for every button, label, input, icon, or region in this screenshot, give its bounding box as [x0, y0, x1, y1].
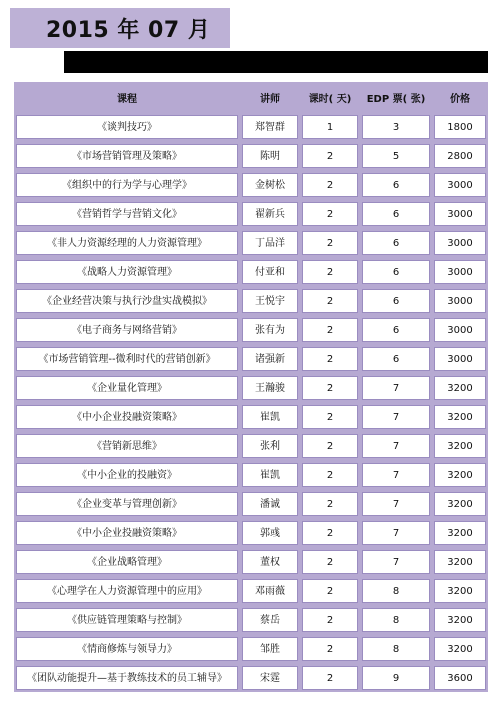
course-cell-wrapper	[14, 605, 240, 634]
days-cell-wrapper	[300, 170, 360, 199]
column-header-days: 课时( 天)	[300, 82, 360, 112]
teacher-cell-wrapper	[240, 141, 300, 170]
teacher-cell: 张利	[242, 434, 298, 458]
table-row	[14, 286, 488, 315]
days-cell: 1	[302, 115, 358, 139]
course-cell-wrapper	[14, 170, 240, 199]
table-row	[14, 663, 488, 692]
price-cell-wrapper	[432, 199, 488, 228]
edp-tickets-cell-wrapper	[360, 141, 432, 170]
course-cell-wrapper	[14, 663, 240, 692]
days-cell-wrapper	[300, 547, 360, 576]
price-cell: 3200	[434, 521, 486, 545]
days-cell-wrapper	[300, 576, 360, 605]
table-row	[14, 257, 488, 286]
course-cell: 《团队动能提升—基于教练技术的员工辅导》	[16, 666, 238, 690]
table-row	[14, 431, 488, 460]
table-row	[14, 402, 488, 431]
edp-tickets-cell: 7	[362, 521, 430, 545]
edp-tickets-cell: 6	[362, 260, 430, 284]
table-row	[14, 518, 488, 547]
edp-tickets-cell: 6	[362, 318, 430, 342]
teacher-cell: 张有为	[242, 318, 298, 342]
edp-tickets-cell: 6	[362, 202, 430, 226]
edp-tickets-cell: 6	[362, 173, 430, 197]
teacher-cell: 郭彧	[242, 521, 298, 545]
edp-tickets-cell: 7	[362, 434, 430, 458]
price-cell-wrapper	[432, 663, 488, 692]
edp-tickets-cell-wrapper	[360, 286, 432, 315]
edp-tickets-cell: 9	[362, 666, 430, 690]
price-cell: 3000	[434, 289, 486, 313]
column-header-teacher: 讲师	[240, 82, 300, 112]
days-cell: 2	[302, 434, 358, 458]
days-cell-wrapper	[300, 489, 360, 518]
table-row	[14, 199, 488, 228]
days-cell-wrapper	[300, 518, 360, 547]
table-row	[14, 373, 488, 402]
table-row	[14, 344, 488, 373]
teacher-cell: 宋霆	[242, 666, 298, 690]
days-cell-wrapper	[300, 141, 360, 170]
days-cell-wrapper	[300, 431, 360, 460]
table-row	[14, 141, 488, 170]
edp-tickets-cell: 8	[362, 608, 430, 632]
edp-tickets-cell: 7	[362, 492, 430, 516]
course-cell: 《市场营销管理--微利时代的营销创新》	[16, 347, 238, 371]
days-cell: 2	[302, 202, 358, 226]
table-row	[14, 547, 488, 576]
page-title: 2015 年 07 月	[46, 17, 211, 43]
edp-tickets-cell-wrapper	[360, 344, 432, 373]
days-cell: 2	[302, 463, 358, 487]
table-row	[14, 634, 488, 663]
price-cell-wrapper	[432, 576, 488, 605]
course-cell: 《电子商务与网络营销》	[16, 318, 238, 342]
teacher-cell: 崔凯	[242, 463, 298, 487]
days-cell: 2	[302, 318, 358, 342]
days-cell-wrapper	[300, 402, 360, 431]
days-cell-wrapper	[300, 344, 360, 373]
edp-tickets-cell: 7	[362, 405, 430, 429]
edp-tickets-cell: 3	[362, 115, 430, 139]
edp-tickets-cell-wrapper	[360, 112, 432, 141]
price-cell: 3200	[434, 376, 486, 400]
course-cell-wrapper	[14, 402, 240, 431]
price-cell-wrapper	[432, 112, 488, 141]
column-header-edp: EDP 票( 张)	[360, 82, 432, 112]
edp-tickets-cell-wrapper	[360, 518, 432, 547]
edp-tickets-cell-wrapper	[360, 634, 432, 663]
edp-tickets-cell: 8	[362, 637, 430, 661]
course-cell: 《战略人力资源管理》	[16, 260, 238, 284]
days-cell: 2	[302, 376, 358, 400]
edp-tickets-cell-wrapper	[360, 431, 432, 460]
price-cell-wrapper	[432, 605, 488, 634]
edp-tickets-cell-wrapper	[360, 402, 432, 431]
teacher-cell-wrapper	[240, 257, 300, 286]
days-cell: 2	[302, 666, 358, 690]
days-cell-wrapper	[300, 663, 360, 692]
edp-tickets-cell: 8	[362, 579, 430, 603]
course-cell: 《供应链管理策略与控制》	[16, 608, 238, 632]
price-cell-wrapper	[432, 402, 488, 431]
days-cell: 2	[302, 173, 358, 197]
edp-tickets-cell: 7	[362, 376, 430, 400]
teacher-cell: 郑智群	[242, 115, 298, 139]
edp-tickets-cell: 7	[362, 550, 430, 574]
edp-tickets-cell: 6	[362, 231, 430, 255]
days-cell: 2	[302, 608, 358, 632]
table-row	[14, 228, 488, 257]
edp-tickets-cell: 7	[362, 463, 430, 487]
teacher-cell: 金树松	[242, 173, 298, 197]
days-cell: 2	[302, 260, 358, 284]
teacher-cell: 蔡岳	[242, 608, 298, 632]
days-cell-wrapper	[300, 605, 360, 634]
days-cell: 2	[302, 579, 358, 603]
edp-tickets-cell-wrapper	[360, 170, 432, 199]
price-cell: 3200	[434, 637, 486, 661]
teacher-cell-wrapper	[240, 402, 300, 431]
edp-tickets-cell-wrapper	[360, 460, 432, 489]
price-cell: 1800	[434, 115, 486, 139]
course-cell: 《情商修炼与领导力》	[16, 637, 238, 661]
course-cell: 《营销新思维》	[16, 434, 238, 458]
edp-tickets-cell-wrapper	[360, 228, 432, 257]
course-cell-wrapper	[14, 547, 240, 576]
teacher-cell-wrapper	[240, 315, 300, 344]
course-cell: 《中小企业的投融资》	[16, 463, 238, 487]
price-cell: 2800	[434, 144, 486, 168]
teacher-cell-wrapper	[240, 518, 300, 547]
price-cell: 3000	[434, 318, 486, 342]
teacher-cell-wrapper	[240, 170, 300, 199]
days-cell-wrapper	[300, 373, 360, 402]
price-cell: 3000	[434, 347, 486, 371]
teacher-cell: 陈明	[242, 144, 298, 168]
teacher-cell-wrapper	[240, 373, 300, 402]
teacher-cell: 翟新兵	[242, 202, 298, 226]
price-cell: 3200	[434, 579, 486, 603]
table-row	[14, 170, 488, 199]
teacher-cell-wrapper	[240, 199, 300, 228]
course-cell-wrapper	[14, 199, 240, 228]
course-cell-wrapper	[14, 286, 240, 315]
edp-tickets-cell-wrapper	[360, 547, 432, 576]
course-cell-wrapper	[14, 634, 240, 663]
course-cell-wrapper	[14, 344, 240, 373]
price-cell-wrapper	[432, 228, 488, 257]
table-header-row	[14, 82, 488, 112]
course-cell-wrapper	[14, 228, 240, 257]
course-cell: 《谈判技巧》	[16, 115, 238, 139]
course-cell-wrapper	[14, 518, 240, 547]
price-cell: 3000	[434, 231, 486, 255]
price-cell-wrapper	[432, 373, 488, 402]
days-cell: 2	[302, 637, 358, 661]
price-cell-wrapper	[432, 547, 488, 576]
price-cell-wrapper	[432, 344, 488, 373]
teacher-cell-wrapper	[240, 228, 300, 257]
days-cell: 2	[302, 347, 358, 371]
edp-tickets-cell-wrapper	[360, 315, 432, 344]
course-cell-wrapper	[14, 257, 240, 286]
days-cell-wrapper	[300, 634, 360, 663]
table-row	[14, 315, 488, 344]
course-cell: 《心理学在人力资源管理中的应用》	[16, 579, 238, 603]
days-cell-wrapper	[300, 199, 360, 228]
price-cell: 3200	[434, 608, 486, 632]
edp-tickets-cell-wrapper	[360, 257, 432, 286]
price-cell: 3000	[434, 202, 486, 226]
teacher-cell-wrapper	[240, 489, 300, 518]
days-cell: 2	[302, 289, 358, 313]
teacher-cell: 王悦宇	[242, 289, 298, 313]
price-cell-wrapper	[432, 315, 488, 344]
table-row	[14, 576, 488, 605]
header-bar	[64, 51, 488, 73]
price-cell-wrapper	[432, 431, 488, 460]
teacher-cell-wrapper	[240, 576, 300, 605]
course-cell: 《中小企业投融资策略》	[16, 521, 238, 545]
teacher-cell-wrapper	[240, 460, 300, 489]
course-cell: 《企业经营决策与执行沙盘实战模拟》	[16, 289, 238, 313]
teacher-cell: 王瀚骏	[242, 376, 298, 400]
teacher-cell: 诸强新	[242, 347, 298, 371]
edp-tickets-cell-wrapper	[360, 489, 432, 518]
course-cell-wrapper	[14, 460, 240, 489]
days-cell: 2	[302, 492, 358, 516]
course-cell: 《营销哲学与营销文化》	[16, 202, 238, 226]
price-cell: 3000	[434, 173, 486, 197]
teacher-cell-wrapper	[240, 663, 300, 692]
edp-tickets-cell-wrapper	[360, 373, 432, 402]
table-body	[14, 112, 488, 692]
course-cell-wrapper	[14, 315, 240, 344]
days-cell-wrapper	[300, 228, 360, 257]
days-cell: 2	[302, 550, 358, 574]
price-cell: 3000	[434, 260, 486, 284]
price-cell: 3200	[434, 550, 486, 574]
price-cell: 3200	[434, 434, 486, 458]
price-cell-wrapper	[432, 170, 488, 199]
edp-tickets-cell-wrapper	[360, 605, 432, 634]
price-cell-wrapper	[432, 286, 488, 315]
course-cell-wrapper	[14, 431, 240, 460]
teacher-cell: 崔凯	[242, 405, 298, 429]
teacher-cell: 潘诚	[242, 492, 298, 516]
course-cell-wrapper	[14, 141, 240, 170]
course-cell: 《非人力资源经理的人力资源管理》	[16, 231, 238, 255]
price-cell-wrapper	[432, 460, 488, 489]
price-cell: 3200	[434, 492, 486, 516]
teacher-cell-wrapper	[240, 112, 300, 141]
table-row	[14, 605, 488, 634]
price-cell-wrapper	[432, 489, 488, 518]
teacher-cell: 付亚和	[242, 260, 298, 284]
teacher-cell-wrapper	[240, 634, 300, 663]
days-cell: 2	[302, 144, 358, 168]
price-cell: 3200	[434, 463, 486, 487]
days-cell-wrapper	[300, 257, 360, 286]
price-cell: 3200	[434, 405, 486, 429]
column-header-course: 课程	[14, 82, 240, 112]
course-cell-wrapper	[14, 489, 240, 518]
edp-tickets-cell: 6	[362, 289, 430, 313]
edp-tickets-cell-wrapper	[360, 199, 432, 228]
teacher-cell-wrapper	[240, 344, 300, 373]
days-cell: 2	[302, 521, 358, 545]
course-cell-wrapper	[14, 112, 240, 141]
teacher-cell-wrapper	[240, 547, 300, 576]
teacher-cell-wrapper	[240, 286, 300, 315]
days-cell: 2	[302, 405, 358, 429]
edp-tickets-cell: 6	[362, 347, 430, 371]
table-row	[14, 460, 488, 489]
title-box	[10, 8, 230, 48]
teacher-cell-wrapper	[240, 605, 300, 634]
table-row	[14, 112, 488, 141]
days-cell-wrapper	[300, 286, 360, 315]
course-cell: 《中小企业投融资策略》	[16, 405, 238, 429]
course-cell: 《企业量化管理》	[16, 376, 238, 400]
price-cell-wrapper	[432, 518, 488, 547]
days-cell-wrapper	[300, 315, 360, 344]
course-cell: 《企业战略管理》	[16, 550, 238, 574]
course-cell: 《企业变革与管理创新》	[16, 492, 238, 516]
column-header-price: 价格	[432, 82, 488, 112]
price-cell: 3600	[434, 666, 486, 690]
course-cell: 《市场营销管理及策略》	[16, 144, 238, 168]
edp-tickets-cell-wrapper	[360, 576, 432, 605]
teacher-cell: 邓雨薇	[242, 579, 298, 603]
days-cell-wrapper	[300, 112, 360, 141]
price-cell-wrapper	[432, 634, 488, 663]
days-cell: 2	[302, 231, 358, 255]
teacher-cell: 丁品洋	[242, 231, 298, 255]
course-table	[14, 82, 488, 692]
edp-tickets-cell: 5	[362, 144, 430, 168]
course-cell: 《组织中的行为学与心理学》	[16, 173, 238, 197]
course-cell-wrapper	[14, 373, 240, 402]
price-cell-wrapper	[432, 257, 488, 286]
course-cell-wrapper	[14, 576, 240, 605]
edp-tickets-cell-wrapper	[360, 663, 432, 692]
price-cell-wrapper	[432, 141, 488, 170]
teacher-cell: 邹胜	[242, 637, 298, 661]
days-cell-wrapper	[300, 460, 360, 489]
table-row	[14, 489, 488, 518]
teacher-cell-wrapper	[240, 431, 300, 460]
teacher-cell: 董权	[242, 550, 298, 574]
